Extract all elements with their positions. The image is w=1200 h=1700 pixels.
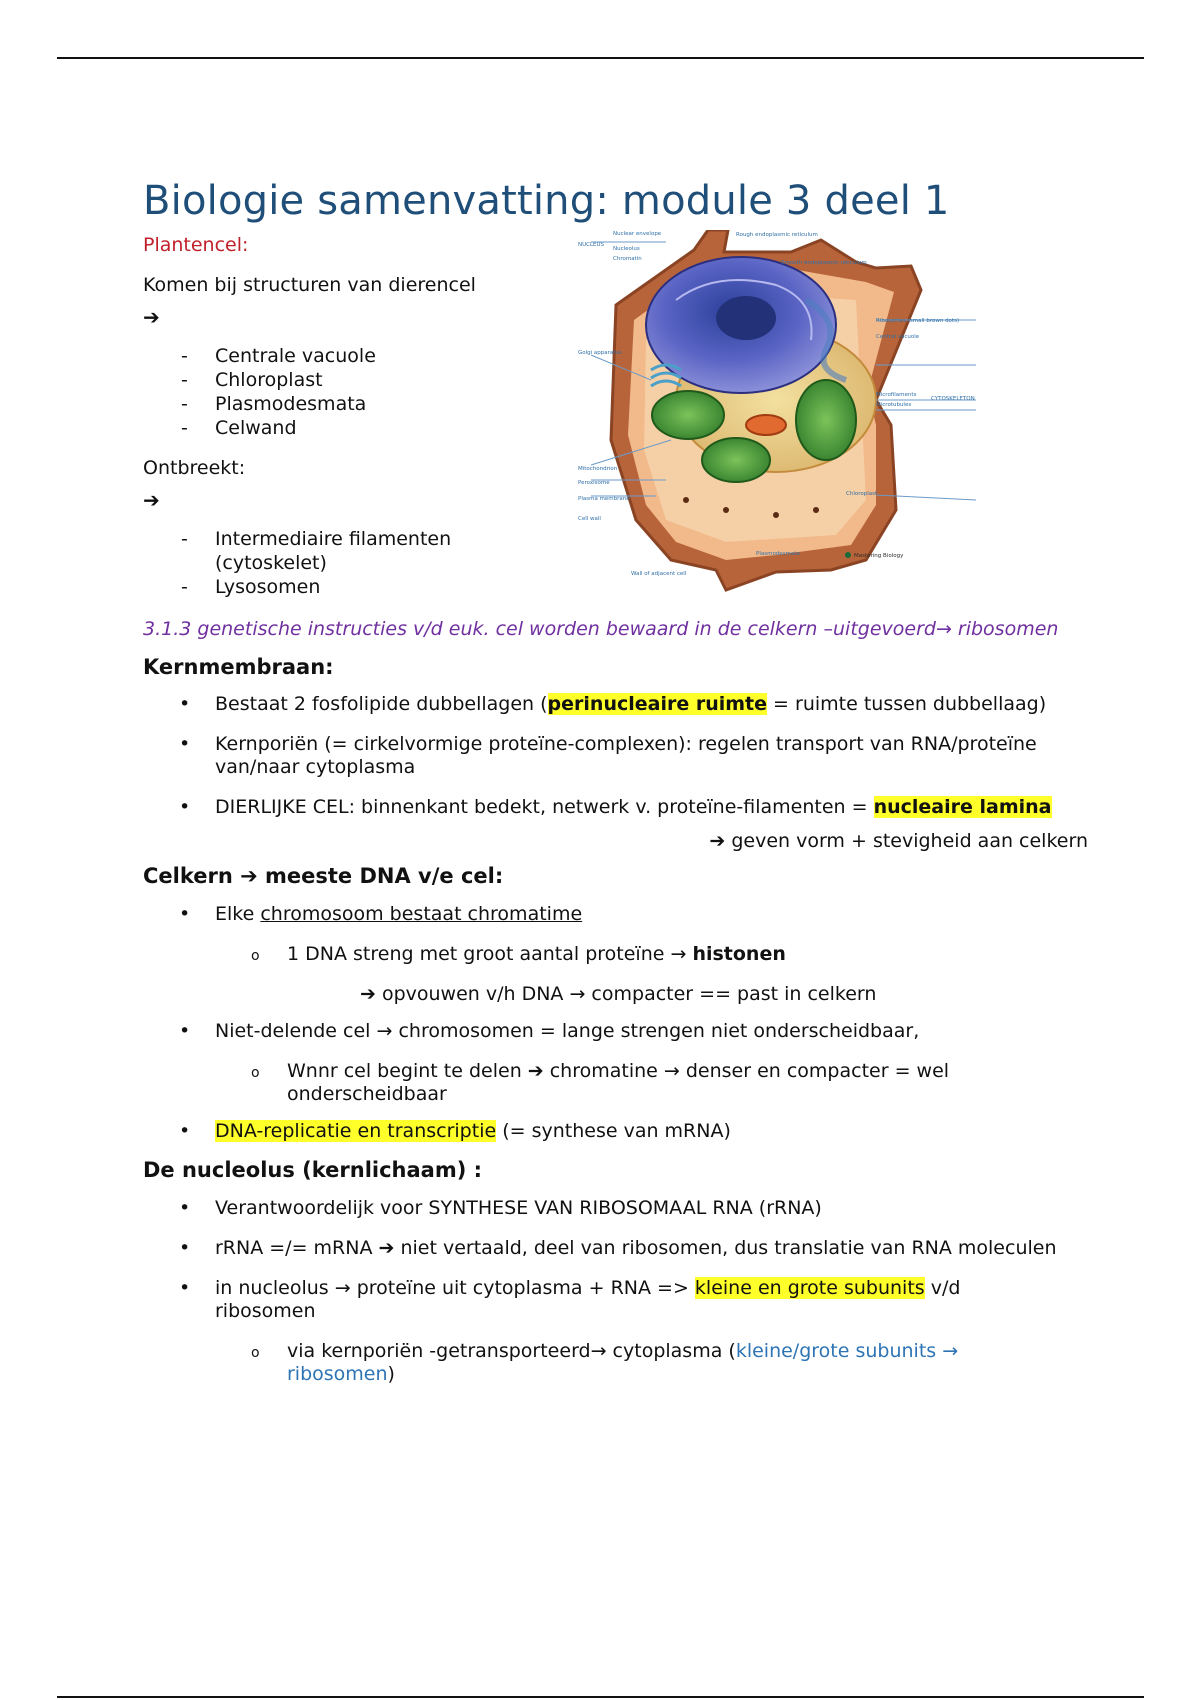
kernmembraan-heading: Kernmembraan: — [143, 655, 334, 679]
figure-label: Plasma membrane — [578, 496, 630, 502]
list-item: • DNA-replicatie en transcriptie (= synthese van mRNA) — [215, 1120, 1063, 1143]
figure-label: Nucleolus — [613, 246, 640, 252]
figure-label: Microfilaments — [876, 392, 917, 398]
list-item: - Celwand — [215, 416, 563, 440]
document-page — [143, 175, 1088, 1403]
kernmembraan-list — [143, 693, 1063, 819]
footer-rule — [57, 1696, 1144, 1698]
list-item: o 1 DNA streng met groot aantal proteïne → histonen — [287, 943, 1063, 966]
missing-heading: Ontbreekt: — [143, 457, 246, 479]
plant-cell-heading: Plantencel: — [143, 234, 249, 256]
list-item: • Elke chromosoom bestaat chromatime o 1 DNA streng met groot aantal proteïne → histonen ➔ opvouwen v/h DNA → compacter == past in celkern — [215, 903, 1063, 1006]
celkern-list — [143, 903, 1063, 1143]
list-item: - Intermediaire filamenten (cytoskelet) — [215, 527, 563, 575]
list-item: o Wnnr cel begint te delen ➔ chromatine → denser en compacter = wel onderscheidbaar — [287, 1060, 1063, 1106]
list-item: o via kernporiën -getransporteerd→ cytoplasma (kleine/grote subunits → ribosomen) — [287, 1340, 1063, 1386]
figure-label: CYTOSKELETON — [931, 396, 975, 402]
list-item: • Niet-delende cel → chromosomen = lange strengen niet onderscheidbaar, o Wnnr cel begint te delen ➔ chromatine → denser en compacter = wel onderscheidbaar — [215, 1020, 1063, 1106]
list-item: • Bestaat 2 fosfolipide dubbellagen (perinucleaire ruimte = ruimte tussen dubbellaag) — [215, 693, 1063, 716]
figure-label: NUCLEUS — [578, 242, 605, 248]
figure-label: Wall of adjacent cell — [631, 571, 687, 577]
plant-additions-list — [143, 344, 563, 440]
mastering-biology-icon — [845, 552, 851, 558]
plant-cell-intro: Komen bij structuren van dierencel — [143, 274, 476, 296]
figure-label: Cell wall — [578, 516, 601, 522]
figure-label: Mitochondrion — [578, 466, 618, 472]
figure-label: Mastering Biology — [854, 553, 904, 559]
figure-label: Rough endoplasmic reticulum — [736, 232, 818, 238]
nucleolus-heading: De nucleolus (kernlichaam) : — [143, 1158, 483, 1182]
sub-list — [215, 1060, 1063, 1106]
figure-label: Nuclear envelope — [613, 231, 662, 237]
nucleolus-list — [143, 1197, 1063, 1386]
list-item: - Plasmodesmata — [215, 392, 563, 416]
figure-label: Peroxisome — [578, 480, 610, 486]
page-title: Biologie samenvatting: module 3 deel 1 — [143, 178, 950, 224]
figure-label: Smooth endoplasmic reticulum — [781, 260, 867, 266]
sub-list — [215, 1340, 1063, 1386]
figure-label: Golgi apparatus — [578, 350, 622, 356]
list-item: • in nucleolus → proteïne uit cytoplasma + RNA => kleine en grote subunits v/d ribosomen o via kernporiën -getransporteerd→ cytoplasma (kleine/grote subunits → ribosomen) — [215, 1277, 1063, 1386]
celkern-note: ➔ opvouwen v/h DNA → compacter == past in celkern — [360, 983, 877, 1005]
highlight: perinucleaire ruimte — [547, 693, 768, 715]
figure-label: Microtubules — [876, 402, 912, 408]
arrow-icon: ➔ — [143, 488, 160, 512]
figure-label: Chloroplast — [846, 491, 878, 497]
figure-label: Central vacuole — [876, 334, 920, 340]
list-item: - Centrale vacuole — [215, 344, 563, 368]
section-313-heading: 3.1.3 genetische instructies v/d euk. cel worden bewaard in de celkern –uitgevoerd→ ribosomen — [143, 618, 1059, 640]
highlight: kleine en grote subunits — [694, 1277, 925, 1299]
header-rule — [57, 57, 1144, 59]
list-item: • DIERLIJKE CEL: binnenkant bedekt, netwerk v. proteïne-filamenten = nucleaire lamina — [215, 796, 1063, 819]
celkern-heading: Celkern ➔ meeste DNA v/e cel: — [143, 864, 504, 888]
arrow-icon: ➔ — [143, 305, 160, 329]
highlight: DNA-replicatie en transcriptie — [215, 1120, 497, 1142]
kernmembraan-note: ➔ geven vorm + stevigheid aan celkern — [709, 830, 1088, 852]
figure-label: Ribosomes (small brown dots) — [876, 318, 960, 324]
figure-label: Chromatin — [613, 256, 642, 262]
figure-label: Plasmodesmata — [756, 551, 800, 557]
list-item: - Lysosomen — [215, 575, 563, 599]
plant-cell-section — [143, 227, 1063, 617]
list-item: • Kernporiën (= cirkelvormige proteïne-complexen): regelen transport van RNA/proteïne van/naar cytoplasma — [215, 733, 1063, 779]
list-item: - Chloroplast — [215, 368, 563, 392]
plant-cell-text — [143, 233, 563, 599]
plant-missing-list — [143, 527, 563, 599]
highlight: nucleaire lamina — [873, 796, 1052, 818]
sub-list — [215, 943, 1063, 966]
plant-cell-diagram — [576, 230, 1122, 594]
list-item: • Verantwoordelijk voor SYNTHESE VAN RIBOSOMAAL RNA (rRNA) — [215, 1197, 1063, 1220]
list-item: • rRNA =/= mRNA ➔ niet vertaald, deel van ribosomen, dus translatie van RNA moleculen — [215, 1237, 1063, 1260]
